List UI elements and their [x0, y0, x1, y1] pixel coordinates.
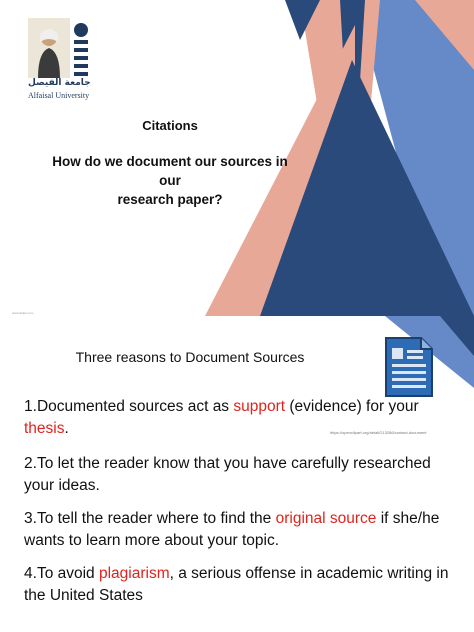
document-icon [383, 336, 435, 398]
highlight-term: support [233, 398, 286, 415]
slide-title: Citations [142, 118, 198, 133]
logo-english-text: Alfaisal University [28, 91, 90, 100]
list-text: (evidence) for your [285, 398, 419, 415]
list-text: To let the reader know that you have carefully researched your ideas. [24, 455, 431, 494]
reasons-slide [0, 316, 474, 632]
image-credit: https://openclipart.org/detail/213286/contact-document [330, 430, 427, 435]
list-text: Documented sources act as [36, 398, 234, 415]
list-text: To avoid [36, 565, 99, 582]
list-item [24, 453, 454, 497]
list-number: 3. [24, 510, 37, 527]
list-text: . [64, 420, 69, 437]
slide-subtitle [40, 152, 300, 209]
footer-mark: www.slides.com [12, 311, 34, 315]
logo-arabic-text: جامعة الفيصل [28, 78, 91, 88]
subtitle-line-2: research paper? [117, 192, 223, 207]
list-number: 4. [24, 565, 37, 582]
logo-emblem-icon [70, 22, 92, 78]
portrait-icon [28, 18, 70, 78]
list-number: 1. [24, 398, 37, 415]
list-item [24, 563, 454, 607]
slide-heading: Three reasons to Document Sources [75, 349, 305, 365]
list-item [24, 508, 454, 552]
list-text: To tell the reader where to find the [36, 510, 276, 527]
list-item [24, 396, 454, 440]
portrait-image [28, 18, 70, 78]
list-number: 2. [24, 455, 37, 472]
subtitle-line-1: How do we document our sources in our [52, 154, 288, 188]
highlight-term: original source [275, 510, 377, 527]
reasons-list [24, 396, 454, 618]
list-text: , a serious offense in academic writing in the United States [24, 565, 449, 604]
highlight-term: plagiarism [98, 565, 170, 582]
list-text: if she/he wants to learn more about your topic. [24, 510, 440, 549]
highlight-term: thesis [24, 420, 65, 437]
